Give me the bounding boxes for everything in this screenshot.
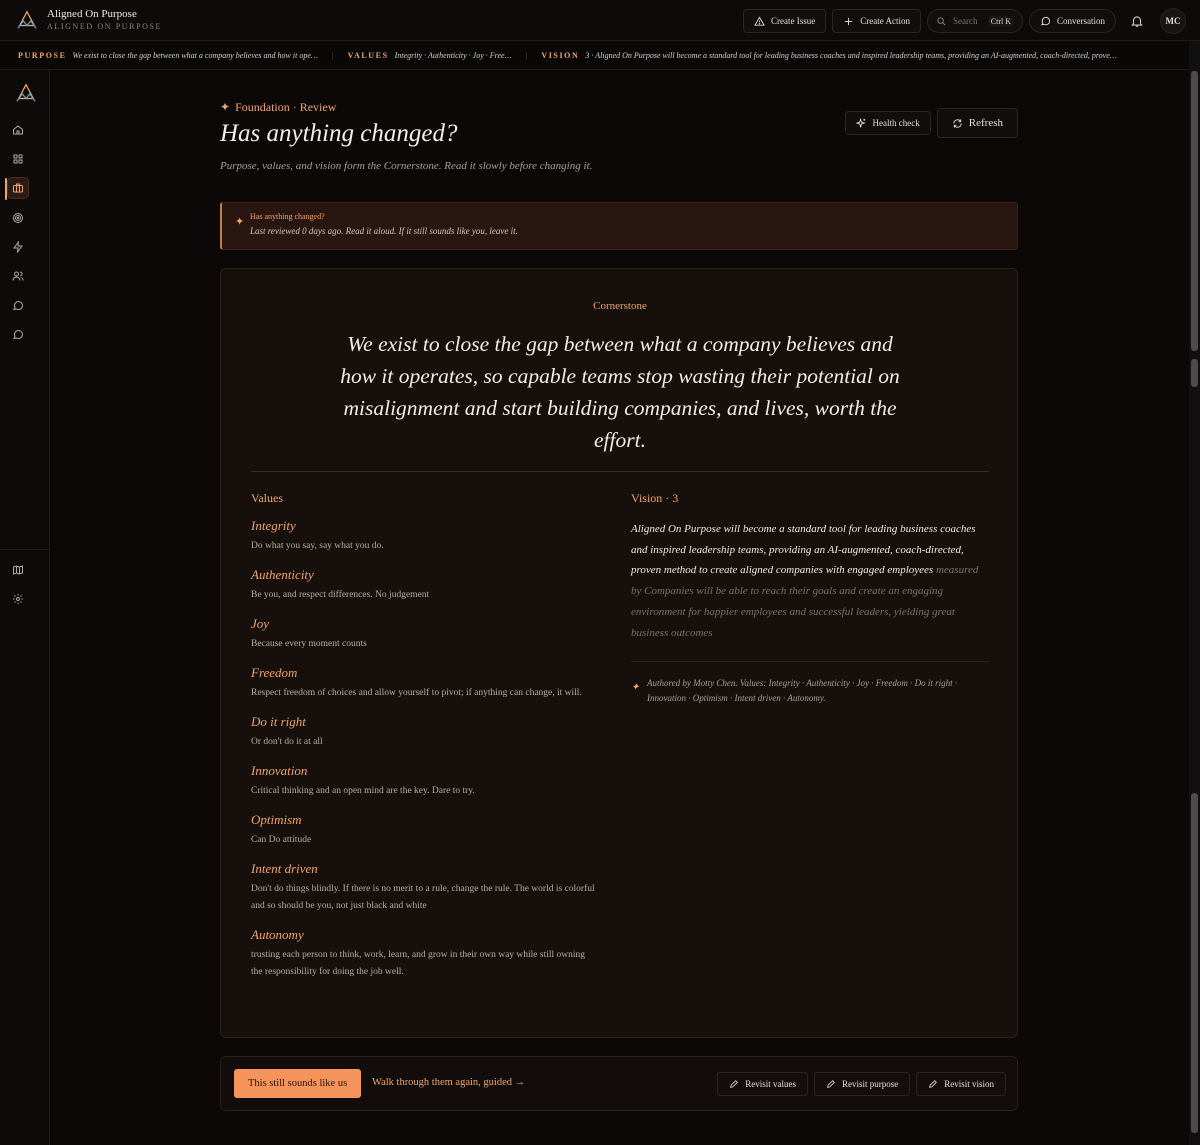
users-icon xyxy=(12,270,24,282)
purpose-statement: We exist to close the gap between what a company believes and how it operates, so capable teams stop wasting their potential on misalignment and start building companies, and lives, worth the effort. xyxy=(340,332,900,452)
cornerstone-strip[interactable] xyxy=(0,41,1189,70)
search-icon xyxy=(936,16,947,27)
vision-heading: Vision · 3 xyxy=(631,491,679,505)
value-desc: Because every moment counts xyxy=(251,639,367,649)
sidebar-item-messages[interactable] xyxy=(7,324,29,346)
vision-main: Aligned On Purpose will become a standard tool for leading business coaches and inspired leadership teams, providing an AI-augmented, coach-directed, proven method to create aligned companies with engaged employees xyxy=(631,523,976,577)
value-name: Intent driven xyxy=(251,861,318,876)
vision-text xyxy=(631,519,989,643)
logo-icon[interactable] xyxy=(15,82,37,104)
cornerstone-card xyxy=(220,268,1018,1038)
values-heading: Values xyxy=(251,491,283,505)
sidebar-item-home[interactable] xyxy=(7,119,29,141)
refresh-label: Refresh xyxy=(968,117,1003,129)
chat-icon xyxy=(1040,16,1051,27)
value-name: Autonomy xyxy=(251,927,304,942)
guided-walkthrough-link[interactable]: Walk through them again, guided → xyxy=(372,1077,526,1088)
grid-icon xyxy=(12,153,24,165)
pencil-icon xyxy=(928,1079,938,1089)
top-bar xyxy=(0,0,1200,41)
brand[interactable] xyxy=(0,8,162,33)
value-desc: Do what you say, say what you do. xyxy=(251,541,384,551)
refresh-icon xyxy=(952,118,963,129)
notice-body: Last reviewed 0 days ago. Read it aloud. If it still sounds like you, leave it. xyxy=(250,226,518,236)
sidebar-item-conversations[interactable] xyxy=(7,295,29,317)
review-footer xyxy=(220,1056,1018,1111)
target-icon xyxy=(12,212,24,224)
main-content xyxy=(220,100,1018,1089)
map-icon xyxy=(12,564,24,576)
strip-purpose-text: We exist to close the gap between what a company believes and how it ope… xyxy=(72,50,318,60)
review-notice xyxy=(220,202,1018,250)
revisit-purpose-label: Revisit purpose xyxy=(841,1079,899,1089)
authored-text: Authored by Motty Chen. Values: Integrity · Authenticity · Joy · Freedom · Do it right · Innovation · Optimism · Intent driven · Autonomy. xyxy=(647,678,958,703)
value-item xyxy=(251,665,596,702)
strip-vision-label: VISION xyxy=(541,50,580,60)
refresh-button[interactable] xyxy=(937,108,1018,138)
value-desc: Be you, and respect differences. No judgement xyxy=(251,590,430,600)
revisit-values-label: Revisit values xyxy=(745,1079,796,1089)
scrollbar-thumb[interactable] xyxy=(1191,71,1198,351)
home-icon xyxy=(12,124,24,136)
strip-separator: | xyxy=(525,50,528,60)
value-desc: Respect freedom of choices and allow yourself to pivot; if anything can change, it will. xyxy=(251,688,582,698)
sidebar-item-dashboard[interactable] xyxy=(7,148,29,170)
authored-note xyxy=(631,676,989,705)
vision-section xyxy=(631,491,989,705)
value-item xyxy=(251,518,596,555)
notifications-button[interactable] xyxy=(1126,9,1148,33)
logo-icon xyxy=(16,9,38,31)
vision-measured: measured by Companies will be able to reach their goals and create an engaging environment for happier employees and successful leaders, yielding great business outcomes xyxy=(631,564,979,639)
conversation-button[interactable] xyxy=(1029,9,1116,33)
revisit-vision-button[interactable] xyxy=(916,1072,1006,1096)
value-item xyxy=(251,616,596,653)
avatar[interactable]: MC xyxy=(1160,8,1186,34)
value-desc: Critical thinking and an open mind are the key. Dare to try. xyxy=(251,786,475,796)
lightning-icon xyxy=(12,241,24,253)
sparkle-icon: ✦ xyxy=(631,682,640,694)
divider xyxy=(631,661,989,662)
page-subtitle: Purpose, values, and vision form the Cornerstone. Read it slowly before changing it. xyxy=(220,160,593,172)
pencil-icon xyxy=(826,1079,836,1089)
app-name: Aligned On Purpose xyxy=(47,7,137,20)
value-name: Integrity xyxy=(251,518,296,533)
confirm-button[interactable]: This still sounds like us xyxy=(234,1069,361,1098)
scrollbar[interactable] xyxy=(1189,41,1200,1145)
health-check-button[interactable] xyxy=(845,111,931,135)
sidebar-divider xyxy=(0,549,50,550)
strip-values-text: Integrity · Authenticity · Joy · Free… xyxy=(394,50,512,60)
sidebar-item-foundation[interactable] xyxy=(7,177,29,199)
chat-icon xyxy=(12,329,24,341)
value-name: Authenticity xyxy=(251,567,314,582)
sparkle-icon: ✦ xyxy=(220,100,231,114)
value-item xyxy=(251,812,596,849)
scrollbar-thumb[interactable] xyxy=(1191,793,1198,1133)
revisit-purpose-button[interactable] xyxy=(814,1072,910,1096)
sidebar-item-actions[interactable] xyxy=(7,236,29,258)
value-item xyxy=(251,567,596,604)
sidebar xyxy=(0,70,50,1145)
sidebar-item-settings[interactable] xyxy=(7,588,29,610)
strip-values-label: VALUES xyxy=(347,50,389,60)
value-desc: Or don't do it at all xyxy=(251,737,323,747)
value-desc: Don't do things blindly. If there is no merit to a rule, change the rule. The world is colorful and so should be you, not just black and white xyxy=(251,884,595,911)
divider xyxy=(251,471,989,472)
value-item xyxy=(251,927,596,981)
value-name: Innovation xyxy=(251,763,308,778)
create-issue-label: Create Issue xyxy=(771,16,816,26)
search-shortcut: Ctrl K xyxy=(988,16,1014,27)
revisit-values-button[interactable] xyxy=(717,1072,808,1096)
conversation-label: Conversation xyxy=(1057,16,1105,26)
gear-icon xyxy=(12,593,24,605)
create-action-label: Create Action xyxy=(860,16,910,26)
eyebrow-text: Foundation · Review xyxy=(235,100,337,114)
search-placeholder: Search xyxy=(953,16,978,26)
cornerstone-label: Cornerstone xyxy=(593,300,647,312)
sparkles-icon xyxy=(856,118,867,129)
value-name: Do it right xyxy=(251,714,306,729)
value-desc: Can Do attitude xyxy=(251,835,312,845)
briefcase-icon xyxy=(12,182,24,194)
values-section xyxy=(251,491,596,981)
search-input[interactable] xyxy=(927,9,1023,33)
value-name: Joy xyxy=(251,616,270,631)
revisit-vision-label: Revisit vision xyxy=(944,1079,994,1089)
pencil-icon xyxy=(729,1079,739,1089)
create-action-button[interactable] xyxy=(832,9,921,33)
value-item xyxy=(251,861,596,915)
strip-separator: | xyxy=(331,50,334,60)
warning-icon xyxy=(754,16,765,27)
sidebar-item-people[interactable] xyxy=(7,265,29,287)
value-name: Optimism xyxy=(251,812,302,827)
sparkle-icon: ✦ xyxy=(235,216,245,228)
value-item xyxy=(251,763,596,800)
value-desc: trusting each person to think, work, learn, and grow in their own way while still owning the responsibility for doing the job well. xyxy=(251,950,586,977)
strip-vision-text: 3 · Aligned On Purpose will become a standard tool for leading business coaches and inspired leadership teams, providing an AI-augmented, coach-directed, prove… xyxy=(585,50,1117,60)
create-issue-button[interactable] xyxy=(743,9,826,33)
value-item xyxy=(251,714,596,751)
health-check-label: Health check xyxy=(872,118,920,128)
chat-icon xyxy=(12,300,24,312)
bell-icon xyxy=(1130,14,1144,28)
plus-icon xyxy=(843,16,854,27)
sidebar-item-goals[interactable] xyxy=(7,207,29,229)
sidebar-item-map[interactable] xyxy=(7,559,29,581)
value-name: Freedom xyxy=(251,665,298,680)
notice-title: Has anything changed? xyxy=(250,212,325,221)
scrollbar-thumb[interactable] xyxy=(1191,359,1198,387)
app-subtitle: ALIGNED ON PURPOSE xyxy=(47,21,163,31)
strip-purpose-label: PURPOSE xyxy=(18,50,67,60)
page-title: Has anything changed? xyxy=(220,120,458,147)
